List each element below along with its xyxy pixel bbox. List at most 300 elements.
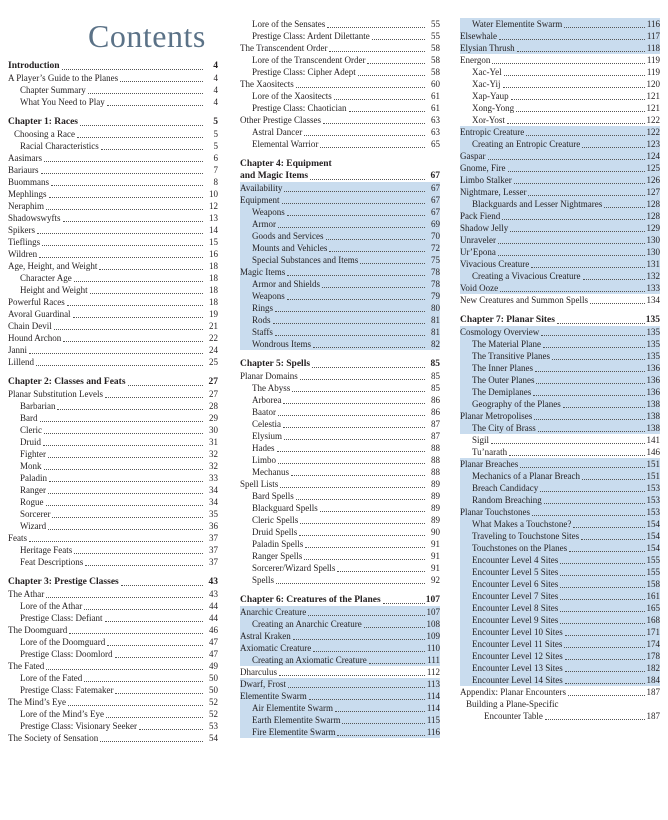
- dot-leader: [504, 75, 645, 76]
- toc-entry: [240, 242, 440, 254]
- toc-page-number: 61: [431, 91, 440, 101]
- toc-page-number: 154: [646, 531, 660, 541]
- toc-entry-title: Creating an Anarchic Creature: [252, 619, 362, 629]
- toc-entry: [240, 90, 440, 102]
- toc-entry: [8, 660, 218, 672]
- toc-entry: [8, 588, 218, 600]
- toc-page-number: 116: [646, 19, 660, 29]
- toc-page-number: 153: [646, 483, 660, 493]
- toc-entry-title: Bard: [20, 413, 38, 423]
- toc-entry: [8, 672, 218, 684]
- toc-page-number: 136: [646, 387, 660, 397]
- dot-leader: [569, 551, 645, 552]
- dot-leader: [36, 365, 203, 366]
- toc-entry-title: Mechanus: [252, 467, 289, 477]
- toc-entry: [460, 650, 660, 662]
- toc-entry: [8, 248, 218, 260]
- toc-entry-title: Availability: [240, 183, 283, 193]
- dot-leader: [312, 367, 425, 368]
- toc-page-number: 16: [209, 249, 218, 259]
- dot-leader: [557, 323, 645, 324]
- toc-entry-title: Armor and Shields: [252, 279, 320, 289]
- dot-leader: [73, 317, 203, 318]
- toc-page-number: 89: [431, 503, 440, 513]
- dot-leader: [337, 735, 425, 736]
- dot-leader: [568, 695, 645, 696]
- toc-page-number: 151: [646, 471, 660, 481]
- toc-page-number: 54: [209, 733, 218, 743]
- toc-entry-title: Prestige Class: Doomlord: [20, 649, 113, 659]
- toc-entry: [460, 138, 660, 150]
- toc-page-number: 15: [209, 237, 218, 247]
- toc-entry: [240, 690, 440, 702]
- toc-page-number: 55: [431, 31, 440, 41]
- dot-leader: [44, 433, 203, 434]
- toc-entry-title: Xor-Yost: [472, 115, 505, 125]
- toc-entry-title: Elysium: [252, 431, 283, 441]
- toc-entry: [240, 678, 440, 690]
- toc-entry: [460, 530, 660, 542]
- toc-entry: [460, 578, 660, 590]
- dot-leader: [46, 597, 203, 598]
- dot-leader: [279, 675, 425, 676]
- toc-entry: [460, 662, 660, 674]
- toc-page-number: 88: [431, 455, 440, 465]
- dot-leader: [283, 427, 425, 428]
- toc-page-number: 63: [431, 115, 440, 125]
- toc-entry: [460, 590, 660, 602]
- dot-leader: [41, 173, 204, 174]
- toc-entry: [8, 508, 218, 520]
- toc-page-number: 14: [209, 225, 218, 235]
- dot-leader: [46, 505, 204, 506]
- toc-page-number: 122: [646, 127, 660, 137]
- dot-leader: [514, 183, 645, 184]
- toc-page-number: 107: [426, 607, 440, 617]
- dot-leader: [498, 243, 645, 244]
- dot-leader: [52, 517, 203, 518]
- toc-entry: [240, 230, 440, 242]
- dot-leader: [68, 705, 203, 706]
- dot-leader: [511, 99, 645, 100]
- toc-entry: [460, 626, 660, 638]
- toc-entry: [8, 648, 218, 660]
- dot-leader: [323, 123, 425, 124]
- toc-entry-title: Encounter Level 11 Sites: [472, 639, 563, 649]
- toc-entry-title: Breach Candidacy: [472, 483, 539, 493]
- toc-entry: [240, 30, 440, 42]
- toc-entry-title: Axiomatic Creature: [240, 643, 312, 653]
- toc-entry-title: Equipment: [240, 195, 280, 205]
- toc-page-number: 131: [646, 259, 660, 269]
- dot-leader: [105, 397, 203, 398]
- toc-entry-title: Xac-Yij: [472, 79, 501, 89]
- toc-entry: [240, 666, 440, 678]
- toc-entry: [460, 638, 660, 650]
- toc-page-number: 61: [431, 103, 440, 113]
- toc-entry-title: Avoral Guardinal: [8, 309, 71, 319]
- dot-leader: [74, 281, 203, 282]
- toc-entry: [240, 138, 440, 150]
- dot-leader: [273, 323, 425, 324]
- toc-entry: [8, 484, 218, 496]
- dot-leader: [57, 409, 203, 410]
- toc-entry: [8, 708, 218, 720]
- dot-leader: [503, 87, 646, 88]
- toc-entry: [8, 200, 218, 212]
- toc-entry: [460, 686, 660, 698]
- toc-entry-title: Neraphim: [8, 201, 44, 211]
- toc-entry-title: Lore of the Doomguard: [20, 637, 106, 647]
- toc-entry: [8, 684, 218, 696]
- dot-leader: [107, 645, 203, 646]
- toc-entry: [240, 442, 440, 454]
- toc-entry-title: Bariaurs: [8, 165, 39, 175]
- toc-entry-title: Encounter Level 7 Sites: [472, 591, 559, 601]
- toc-entry: [460, 422, 660, 434]
- dot-leader: [531, 267, 645, 268]
- toc-page-number: 22: [209, 333, 218, 343]
- dot-leader: [69, 633, 203, 634]
- toc-entry: [8, 436, 218, 448]
- toc-entry-title: Lore of the Mind’s Eye: [20, 709, 104, 719]
- toc-entry: [8, 424, 218, 436]
- dot-leader: [498, 255, 645, 256]
- toc-entry: [240, 478, 440, 490]
- toc-entry: [460, 470, 660, 482]
- toc-entry: [460, 398, 660, 410]
- toc-page-number: 121: [646, 103, 660, 113]
- dot-leader: [309, 699, 425, 700]
- toc-page-number: 165: [646, 603, 660, 613]
- toc-entry-title: Spells: [252, 575, 275, 585]
- toc-page-number: 135: [645, 315, 660, 325]
- toc-page-number: 10: [209, 189, 218, 199]
- toc-page-number: 44: [209, 613, 218, 623]
- toc-chapter-heading: [8, 116, 218, 128]
- dot-leader: [583, 279, 645, 280]
- toc-entry-title: Elementite Swarm: [240, 691, 307, 701]
- dot-leader: [509, 455, 645, 456]
- toc-page-number: 187: [646, 687, 660, 697]
- dot-leader: [560, 623, 645, 624]
- toc-page-number: 18: [209, 285, 218, 295]
- toc-page-number: 91: [431, 551, 440, 561]
- toc-entry: [8, 332, 218, 344]
- toc-entry: [460, 102, 660, 114]
- toc-page-number: 123: [646, 139, 660, 149]
- dot-leader: [560, 575, 645, 576]
- toc-entry-title: Elemental Warrior: [252, 139, 319, 149]
- dot-leader: [543, 347, 645, 348]
- dot-leader: [604, 207, 645, 208]
- toc-page-number: 91: [431, 539, 440, 549]
- toc-entry-title: Prestige Class: Visionary Seeker: [20, 721, 138, 731]
- toc-page-number: 171: [646, 627, 660, 637]
- toc-entry-title: Creating an Entropic Creature: [472, 139, 581, 149]
- toc-page-number: 182: [646, 663, 660, 673]
- toc-entry-title: Chapter 1: Races: [8, 117, 79, 127]
- toc-entry-title: Entropic Creature: [460, 127, 525, 137]
- toc-page-number: 5: [213, 141, 218, 151]
- dot-leader: [541, 335, 645, 336]
- toc-page-number: 127: [646, 187, 660, 197]
- dot-leader: [510, 231, 645, 232]
- dot-leader: [37, 233, 203, 234]
- toc-page-number: 32: [209, 449, 218, 459]
- toc-entry: [8, 460, 218, 472]
- toc-entry-title: Age, Height, and Weight: [8, 261, 98, 271]
- toc-entry: [240, 54, 440, 66]
- toc-page-number: 184: [646, 675, 660, 685]
- toc-entry-title: Prestige Class: Chaotician: [252, 103, 347, 113]
- toc-page-number: 12: [209, 201, 218, 211]
- dot-leader: [358, 75, 425, 76]
- toc-entry: [460, 294, 660, 306]
- toc-entry: [460, 374, 660, 386]
- dot-leader: [327, 27, 425, 28]
- toc-entry: [240, 314, 440, 326]
- toc-entry: [8, 296, 218, 308]
- toc-page-number: 114: [426, 703, 440, 713]
- toc-page-number: 86: [431, 407, 440, 417]
- toc-entry-title: The Society of Sensation: [8, 733, 99, 743]
- dot-leader: [275, 335, 425, 336]
- dot-leader: [499, 39, 645, 40]
- dot-leader: [520, 467, 645, 468]
- toc-entry-title: Heritage Feats: [20, 545, 73, 555]
- toc-entry-title: Xap-Yaup: [472, 91, 509, 101]
- toc-page-number: 70: [431, 231, 440, 241]
- dot-leader: [40, 421, 204, 422]
- dot-leader: [508, 171, 646, 172]
- dot-leader: [536, 383, 645, 384]
- dot-leader: [320, 147, 425, 148]
- toc-page-number: 119: [646, 55, 660, 65]
- dot-leader: [115, 657, 204, 658]
- toc-page-number: 52: [209, 697, 218, 707]
- toc-page-number: 31: [209, 437, 218, 447]
- toc-entry-title: The Transitive Planes: [472, 351, 550, 361]
- toc-entry: [460, 150, 660, 162]
- toc-entry: [240, 66, 440, 78]
- toc-page-number: 135: [646, 351, 660, 361]
- toc-entry-title: Mechanics of a Planar Breach: [472, 471, 580, 481]
- dot-leader: [63, 341, 203, 342]
- toc-page-number: 65: [431, 139, 440, 149]
- toc-entry: [8, 448, 218, 460]
- toc-page-number: 53: [209, 721, 218, 731]
- toc-entry-title: Lore of the Xaositects: [252, 91, 332, 101]
- dot-leader: [310, 179, 425, 180]
- toc-entry-title: Vivacious Creature: [460, 259, 530, 269]
- toc-chapter-heading: [240, 594, 440, 606]
- dot-leader: [277, 451, 426, 452]
- toc-page-number: 89: [431, 515, 440, 525]
- toc-entry-title: Encounter Level 9 Sites: [472, 615, 559, 625]
- toc-page-number: 178: [646, 651, 660, 661]
- toc-entry-title: Janni: [8, 345, 27, 355]
- toc-entry: [460, 710, 660, 722]
- toc-page-number: 117: [646, 31, 660, 41]
- toc-entry-title: Prestige Class: Cipher Adept: [252, 67, 356, 77]
- toc-page-number: 154: [646, 543, 660, 553]
- toc-entry: [460, 602, 660, 614]
- toc-entry-title: Staffs: [252, 327, 273, 337]
- toc-page-number: 122: [646, 115, 660, 125]
- dot-leader: [565, 635, 645, 636]
- toc-page-number: 52: [209, 709, 218, 719]
- toc-page-number: 154: [646, 519, 660, 529]
- toc-page-number: 49: [209, 661, 218, 671]
- toc-page-number: 118: [646, 43, 660, 53]
- toc-entry-title: The Doomguard: [8, 625, 68, 635]
- dot-leader: [288, 687, 425, 688]
- toc-entry-title: Anarchic Creature: [240, 607, 307, 617]
- toc-entry-title: Character Age: [20, 273, 72, 283]
- toc-chapter-heading: [240, 170, 440, 182]
- toc-entry-title: Cleric: [20, 425, 42, 435]
- dot-leader: [335, 711, 425, 712]
- toc-page-number: 132: [646, 271, 660, 281]
- dot-leader: [488, 159, 646, 160]
- toc-entry-title: Other Prestige Classes: [240, 115, 321, 125]
- toc-entry-title: Druid: [20, 437, 41, 447]
- toc-entry-title: Rogue: [20, 497, 44, 507]
- dot-leader: [48, 493, 203, 494]
- toc-entry: [240, 78, 440, 90]
- toc-entry: [240, 266, 440, 278]
- toc-page-number: 85: [430, 359, 440, 369]
- toc-entry: [460, 542, 660, 554]
- dot-leader: [291, 475, 425, 476]
- toc-entry: [460, 162, 660, 174]
- toc-page-number: 43: [208, 577, 218, 587]
- toc-entry: [240, 454, 440, 466]
- dot-leader: [42, 245, 203, 246]
- toc-entry-title: Xong-Yong: [472, 103, 515, 113]
- toc-page-number: 90: [431, 527, 440, 537]
- toc-entry-title: Dwarf, Frost: [240, 679, 286, 689]
- toc-page-number: 125: [646, 163, 660, 173]
- toc-page-number: 79: [431, 291, 440, 301]
- toc-entry: [460, 210, 660, 222]
- toc-entry-title: Feat Descriptions: [20, 557, 84, 567]
- toc-entry-title: Racial Characteristics: [20, 141, 99, 151]
- toc-entry-title: Goods and Services: [252, 231, 324, 241]
- toc-page-number: 88: [431, 467, 440, 477]
- toc-page-number: 25: [209, 357, 218, 367]
- toc-entry-title: Creating a Vivacious Creature: [472, 271, 581, 281]
- toc-entry: [460, 410, 660, 422]
- toc-entry: [460, 566, 660, 578]
- toc-entry-title: Magic Items: [240, 267, 286, 277]
- dot-leader: [276, 583, 425, 584]
- toc-entry-title: Blackguards and Lesser Nightmares: [472, 199, 603, 209]
- toc-page-number: 5: [213, 117, 218, 127]
- toc-page-number: 138: [646, 399, 660, 409]
- toc-page-number: 34: [209, 497, 218, 507]
- toc-page-number: 85: [431, 383, 440, 393]
- dot-leader: [349, 111, 426, 112]
- dot-leader: [560, 599, 645, 600]
- toc-entry: [460, 482, 660, 494]
- toc-entry: [460, 90, 660, 102]
- dot-leader: [560, 587, 645, 588]
- toc-entry-title: Encounter Table: [484, 711, 543, 721]
- toc-page-number: 34: [209, 485, 218, 495]
- toc-entry-title: Earth Elementite Swarm: [252, 715, 341, 725]
- toc-entry-title: Paladin Spells: [252, 539, 304, 549]
- toc-entry-title: The Xaositects: [240, 79, 294, 89]
- toc-entry-title: Buommans: [8, 177, 50, 187]
- dot-leader: [533, 395, 645, 396]
- toc-page-number: 80: [431, 303, 440, 313]
- toc-page-number: 28: [209, 401, 218, 411]
- toc-page-number: 112: [426, 667, 440, 677]
- dot-leader: [275, 311, 425, 312]
- dot-leader: [280, 487, 425, 488]
- toc-entry: [460, 78, 660, 90]
- toc-entry-title: Bard Spells: [252, 491, 294, 501]
- toc-entry-title: Spikers: [8, 225, 35, 235]
- toc-entry-title: Weapons: [252, 207, 285, 217]
- toc-entry: [8, 400, 218, 412]
- dot-leader: [491, 443, 645, 444]
- dot-leader: [46, 209, 203, 210]
- toc-entry-title: The Mind’s Eye: [8, 697, 66, 707]
- toc-page-number: 58: [431, 67, 440, 77]
- toc-entry-title: Planar Breaches: [460, 459, 519, 469]
- toc-entry-title: Prestige Class: Fatemaker: [20, 685, 114, 695]
- toc-entry-title: Lore of the Fated: [20, 673, 83, 683]
- toc-entry: [240, 254, 440, 266]
- dot-leader: [322, 287, 425, 288]
- toc-entry-title: Encounter Level 6 Sites: [472, 579, 559, 589]
- toc-entry: [240, 406, 440, 418]
- toc-page-number: 19: [209, 309, 218, 319]
- dot-leader: [46, 669, 203, 670]
- toc-entry-title: Ranger: [20, 485, 46, 495]
- toc-page-number: 27: [208, 377, 218, 387]
- toc-page-number: 91: [431, 563, 440, 573]
- dot-leader: [364, 627, 425, 628]
- toc-page-number: 130: [646, 235, 660, 245]
- toc-entry: [240, 726, 440, 738]
- toc-entry-title: Monk: [20, 461, 42, 471]
- toc-entry-title: Energon: [460, 55, 491, 65]
- toc-entry: [240, 370, 440, 382]
- toc-page-number: 35: [209, 509, 218, 519]
- toc-entry-title: Air Elementite Swarm: [252, 703, 333, 713]
- toc-entry-title: Arborea: [252, 395, 282, 405]
- toc-entry-title: Encounter Level 12 Sites: [472, 651, 563, 661]
- toc-entry: [8, 84, 218, 96]
- toc-entry-title: Prestige Class: Defiant: [20, 613, 103, 623]
- toc-entry: [8, 472, 218, 484]
- toc-page-number: 109: [426, 631, 440, 641]
- toc-entry: [8, 96, 218, 108]
- toc-entry-title: Chain Devil: [8, 321, 52, 331]
- toc-page-number: 129: [646, 223, 660, 233]
- toc-page-number: 37: [209, 545, 218, 555]
- dot-leader: [106, 717, 203, 718]
- toc-entry-title: Sorcerer/Wizard Spells: [252, 563, 336, 573]
- toc-page-number: 75: [431, 255, 440, 265]
- dot-leader: [74, 553, 203, 554]
- toc-entry-title: Paladin: [20, 473, 47, 483]
- toc-entry-title: Building a Plane-Specific: [466, 699, 559, 709]
